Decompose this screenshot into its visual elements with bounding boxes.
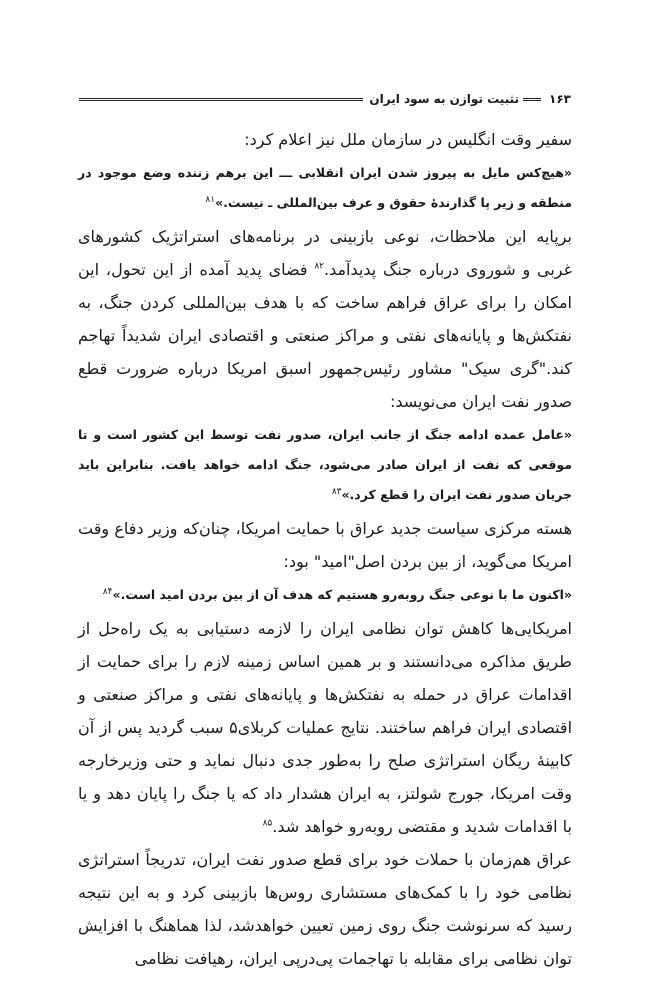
footnote-ref: ۸۲	[314, 261, 324, 272]
header-rule	[79, 98, 363, 101]
paragraph: عراق هم‌زمان با حملات خود برای قطع صدور نفت ایران، تدریجاً استراتژی نظامی خود را با کمک‌های مستشاری روس‌ها بازبینی کرد و به این نتیجه رسید که سرنوشت جنگ روی زمین تعیین خواهدشد، لذا هماهنگ با افزایش توان نظامی برای مقابله با تهاجمات پی‌درپی ایران، رهیافت نظامی	[78, 850, 572, 968]
running-title: تثبیت توازن به سود ایران	[369, 92, 520, 106]
page-number: ۱۶۳	[549, 92, 571, 106]
footnote-ref: ۸۴	[102, 586, 113, 597]
paragraph: امریکایی‌ها کاهش توان نظامی ایران را لازمه دستیابی به یک راه‌حل از طریق مذاکره می‌دانستند و بر همین اساس زمینه لازم را برای حمایت از اقدامات عراق در حمله به نفتکش‌ها و پایانه‌های نفتی و مراکز صنعتی و اقتصادی ایران فراهم ساختند. نتایج عملیات کربلای۵ سبب گردید پس از آن کابینهٔ ریگان استراتژی صلح را به‌طور جدی دنبال نماید و حتی وزیرخارجه وقت امریکا، جورج شولتز، به ایران هشدار داد که یا جنگ را پایان دهد و یا با اقدامات شدید و مقتضی روبه‌رو خواهد شد.$^{۸۵}$	[78, 619, 573, 836]
paragraph: هسته مرکزی سیاست جدید عراق با حمایت امریکا، چنان‌که وزیر دفاع وقت امریکا می‌گوید، از بین بردن اصل"امید" بود:	[78, 519, 572, 571]
block-quote: «هیچ‌کس مایل به پیروز شدن ایران انقلابی ـــ این برهم زننده وضع موجود در منطقه و زیر پا گذارندهٔ حقوق و عرف بین‌المللی ـ نیست.»$^{۸۱}$	[78, 165, 572, 210]
paragraph: برپایه این ملاحظات، نوعی بازبینی در برنامه‌های استراتژیک کشورهای غربی و شوروی درباره جنگ پدیدآمد.$^{۸۲}$ فضای پدید آمده از این تحول، این امکان را برای عراق فراهم ساخت که با هدف بین‌المللی کردن جنگ، به نفتکش‌ها و پایانه‌های نفتی و مراکز صنعتی و اقتصادی ایران شدیداً تهاجم کند."گری سیک" مشاور رئیس‌جمهور اسبق امریکا درباره ضرورت قطع صدور نفت ایران می‌نویسد:	[78, 227, 572, 411]
footnote-ref: ۸۱	[205, 194, 216, 205]
block-quote: «اکنون ما با نوعی جنگ روبه‌رو هستیم که هدف آن از بین بردن امید است.»$^{۸۴}$	[102, 586, 572, 602]
header-dash	[523, 98, 541, 101]
footnote-ref: ۸۳	[331, 486, 342, 497]
body-text	[78, 123, 572, 975]
footnote-ref: ۸۵	[262, 818, 273, 829]
running-header	[79, 92, 571, 106]
paragraph: سفیر وقت انگلیس در سازمان ملل نیز اعلام کرد:	[244, 130, 572, 149]
block-quote: «عامل عمده ادامه جنگ از جانب ایران، صدور نفت توسط این کشور است و تا موقعی که نفت از ایران صادر می‌شود، جنگ ادامه خواهد یافت. بنابراین باید جریان صدور نفت ایران را قطع کرد.»$^{۸۳}$	[78, 427, 572, 502]
